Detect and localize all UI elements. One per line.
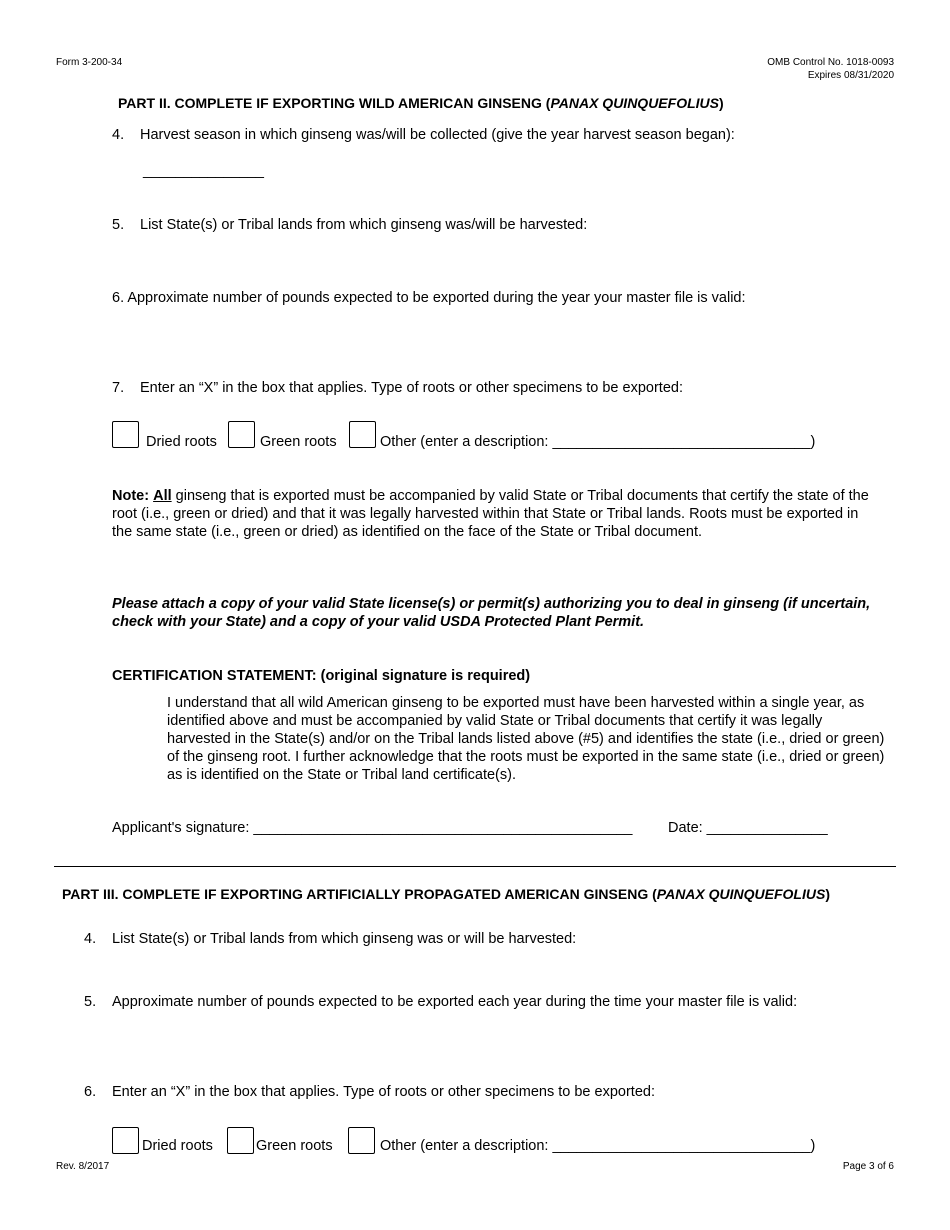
part3-heading-main: PART III. COMPLETE IF EXPORTING ARTIFICIALLY PROPAGATED AMERICAN GINSENG ( — [62, 886, 657, 902]
part2-green-roots-label: Green roots — [260, 434, 337, 450]
part3-heading-close: ) — [825, 886, 830, 902]
part2-other-checkbox[interactable] — [349, 421, 376, 448]
omb-control-number: OMB Control No. 1018-0093 — [767, 57, 894, 68]
signature-date-field[interactable]: Date: _______________ — [668, 820, 828, 836]
part2-other-description-field[interactable]: Other (enter a description: ________________________________) — [380, 434, 816, 450]
part3-q6-text: Enter an “X” in the box that applies. Type of roots or other specimens to be exported: — [112, 1084, 655, 1100]
part3-q5-number: 5. — [84, 994, 97, 1010]
part3-dried-roots-label: Dried roots — [142, 1138, 213, 1154]
part3-green-roots-label: Green roots — [256, 1138, 333, 1154]
part2-q5-number: 5. — [112, 217, 125, 233]
page-number: Page 3 of 6 — [842, 1161, 894, 1172]
part2-heading-main: PART II. COMPLETE IF EXPORTING WILD AMERICAN GINSENG ( — [118, 95, 551, 111]
section-divider — [54, 866, 896, 867]
part2-heading-close: ) — [718, 95, 724, 111]
part2-dried-roots-label: Dried roots — [146, 434, 217, 450]
expiration-date: Expires 08/31/2020 — [807, 70, 894, 81]
certification-statement: I understand that all wild American ginseng to be exported must have been harvested within a single year, as identified above and must be accompanied by valid State or Tribal documents that certify it was legally harvested in the State(s) and/or on the Tribal lands listed above (#5) and identifies the state (i.e., dried or green) of the ginseng root. I further acknowledge that the roots must be exported in the same state (i.e., dried or green) as is identified on the State or Tribal land certificate(s). — [167, 695, 885, 783]
part3-green-roots-checkbox[interactable] — [227, 1127, 254, 1154]
part3-heading-species: PANAX QUINQUEFOLIUS — [656, 886, 826, 902]
note-paragraph — [112, 487, 872, 541]
part3-heading — [62, 886, 830, 902]
part2-green-roots-checkbox[interactable] — [228, 421, 255, 448]
part2-q4-text: Harvest season in which ginseng was/will be collected (give the year harvest season began): — [140, 127, 735, 143]
part3-other-checkbox[interactable] — [348, 1127, 375, 1154]
part2-heading — [118, 95, 724, 111]
note-text: ginseng that is exported must be accompanied by valid State or Tribal documents that certify the state of the root (i.e., green or dried) and that it was legally harvested within that State or Tribal lands. Roots must be exported in the same state (i.e., green or dried) as identified on the face of the State or Tribal document. — [112, 488, 869, 540]
part3-other-description-field[interactable]: Other (enter a description: ________________________________) — [380, 1138, 816, 1154]
revision-date: Rev. 8/2017 — [56, 1161, 110, 1172]
attach-documents-instruction: Please attach a copy of your valid State license(s) or permit(s) authorizing you to deal in ginseng (if uncertain, check with your State) and a copy of your valid USDA Protected Plant Permit. — [112, 596, 871, 630]
part3-q4-text: List State(s) or Tribal lands from which ginseng was or will be harvested: — [112, 931, 577, 947]
part2-heading-species: PANAX QUINQUEFOLIUS — [550, 95, 719, 111]
part3-q4-number: 4. — [84, 931, 97, 947]
part3-dried-roots-checkbox[interactable] — [112, 1127, 139, 1154]
harvest-season-field[interactable]: _______________ — [143, 163, 264, 179]
note-all-emphasis: All — [153, 488, 172, 504]
part2-q5-text: List State(s) or Tribal lands from which ginseng was/will be harvested: — [140, 217, 588, 233]
part2-q4-number: 4. — [112, 127, 125, 143]
part3-q6-number: 6. — [84, 1084, 97, 1100]
part3-q5-text: Approximate number of pounds expected to be exported each year during the time your master file is valid: — [112, 994, 798, 1010]
note-label: Note: — [112, 488, 150, 504]
applicant-signature-field[interactable]: Applicant's signature: _______________________________________________ — [112, 820, 633, 836]
part2-q7-text: Enter an “X” in the box that applies. Type of roots or other specimens to be exported: — [140, 380, 683, 396]
part2-q7-number: 7. — [112, 380, 125, 396]
part2-dried-roots-checkbox[interactable] — [112, 421, 139, 448]
part2-q6-text: 6. Approximate number of pounds expected to be exported during the year your master file is valid: — [112, 290, 746, 306]
form-number: Form 3-200-34 — [56, 57, 123, 68]
certification-heading: CERTIFICATION STATEMENT: (original signature is required) — [112, 668, 531, 684]
